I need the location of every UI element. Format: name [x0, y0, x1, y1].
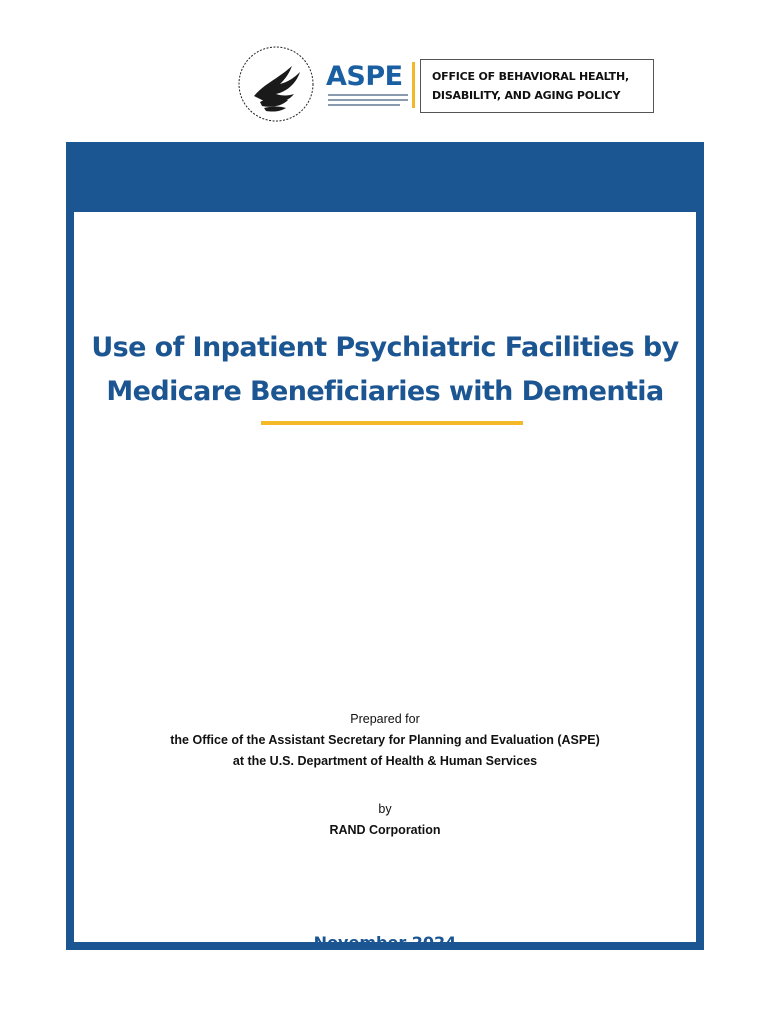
- cover-frame: [66, 142, 704, 950]
- aspe-logo: [326, 62, 418, 110]
- office-label-box: [420, 59, 654, 113]
- logo-divider: [412, 62, 415, 108]
- author-block: [74, 799, 696, 841]
- office-line-1: OFFICE OF BEHAVIORAL HEALTH,: [432, 70, 629, 83]
- by-label: by: [378, 802, 392, 816]
- office-line-2: DISABILITY, AND AGING POLICY: [432, 89, 621, 102]
- prepared-for-line-1: the Office of the Assistant Secretary for Planning and Evaluation (ASPE): [170, 733, 600, 747]
- title-line-1: Use of Inpatient Psychiatric Facilities by: [91, 332, 679, 363]
- hhs-seal-icon: [236, 44, 316, 124]
- prepared-for-line-2: at the U.S. Department of Health & Human Services: [232, 754, 538, 768]
- title-underline: [261, 421, 523, 425]
- aspe-logo-text: ASPE: [326, 61, 403, 92]
- author-name: RAND Corporation: [329, 823, 441, 837]
- title-line-2: Medicare Beneficiaries with Dementia: [106, 376, 664, 407]
- prepared-for-block: [74, 709, 696, 772]
- aspe-logo-subtext: [328, 94, 408, 109]
- header-logos: [0, 0, 770, 140]
- publication-date: November 2024: [313, 933, 457, 952]
- report-title: [74, 326, 696, 414]
- prepared-for-label: Prepared for: [350, 712, 420, 726]
- cover-panel: [74, 212, 696, 952]
